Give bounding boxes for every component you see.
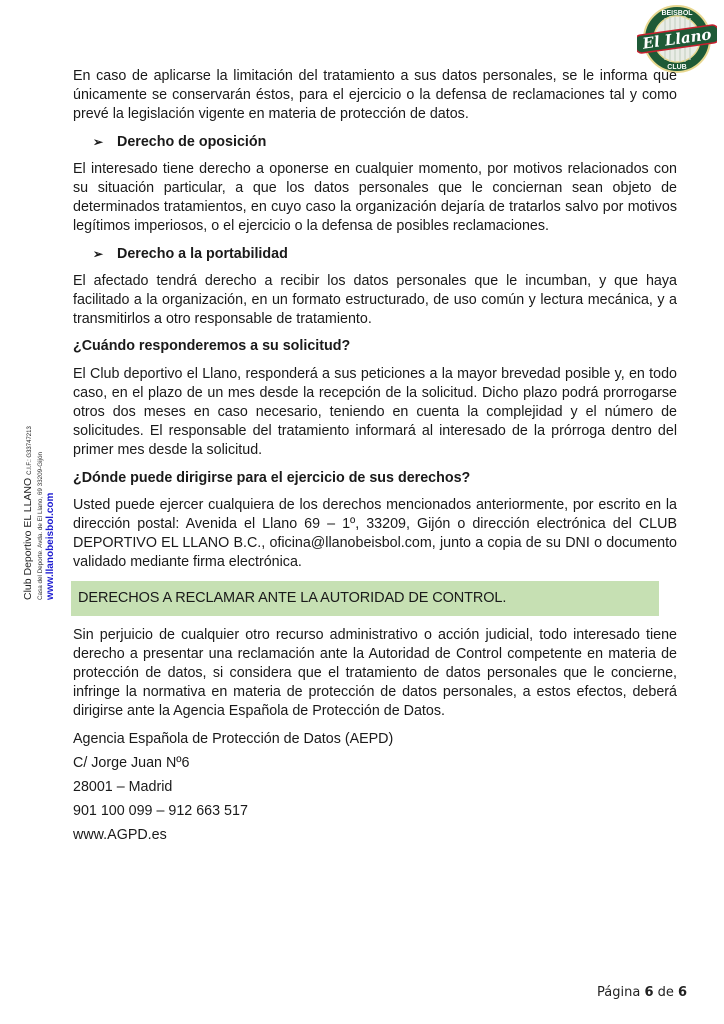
heading-cuando-responderemos: ¿Cuándo responderemos a su solicitud? [73, 338, 351, 355]
logo-top-text: BEISBOL [661, 10, 693, 17]
logo-main-text: El Llano [641, 25, 713, 53]
club-name-line [22, 426, 36, 600]
club-website-link[interactable]: www.llanobeisbol.com [45, 492, 56, 600]
sidebar-club-info [22, 426, 57, 600]
arrow-bullet-icon: ➢ [93, 134, 104, 149]
heading-derecho-portabilidad [73, 245, 677, 264]
section-banner-reclamar [71, 581, 659, 616]
paragraph-oposicion: El interesado tiene derecho a oponerse en cualquier momento, por motivos relacionados con su situación particular, a que los datos personales que le conciernan sean objeto de determinados tratamientos, en cuyo caso la organización dejaría de tratarlos salvo por motivos legítimos imperiosos, o el ejercicio o la defensa de posibles reclamaciones. [73, 160, 677, 235]
paragraph-portabilidad: El afectado tendrá derecho a recibir los datos personales que le incumban, y que haya facilitado a la organización, en un formato estructurado, de uso común y lectura mecánica, y a transmitirlos a otro responsable de tratamiento. [73, 272, 677, 328]
aepd-phones: 901 100 099 – 912 663 517 [73, 802, 248, 819]
logo-bottom-text: CLUB [667, 64, 687, 71]
aepd-name: Agencia Española de Protección de Datos (AEPD) [73, 730, 394, 747]
club-logo [637, 4, 717, 74]
aepd-address-block [73, 730, 677, 845]
page-label: Página [597, 985, 641, 1000]
document-body [73, 67, 677, 850]
heading-derecho-oposicion [73, 133, 677, 152]
heading-text: Derecho de oposición [117, 133, 267, 150]
paragraph-donde: Usted puede ejercer cualquiera de los derechos mencionados anteriormente, por escrito en la dirección postal: Avenida el Llano 69 – 1º, 33209, Gijón o dirección electrónica del CLUB DEPORTIVO EL LLANO B.C., oficina@llanobeisbol.com, junto a copia de su DNI o documento validado mediante firma electrónica. [73, 496, 677, 571]
paragraph-cuando: El Club deportivo el Llano, responderá a sus peticiones a la mayor brevedad posible y, en todo caso, en el plazo de un mes desde la recepción de la solicitud. Dicho plazo podrá prorrogarse otros dos meses en caso necesario, teniendo en cuenta la complejidad y el número de solicitudes. El responsable del tratamiento informará al interesado de la prórroga dentro del primer mes desde la solicitud. [73, 365, 677, 459]
aepd-website-link[interactable]: www.AGPD.es [73, 826, 167, 843]
arrow-bullet-icon: ➢ [93, 246, 104, 261]
page-separator: de [657, 985, 674, 1000]
heading-text: Derecho a la portabilidad [117, 245, 288, 262]
paragraph-limitacion: En caso de aplicarse la limitación del tratamiento a sus datos personales, se le informa que únicamente se conservarán éstos, para el ejercicio o la defensa de reclamaciones tal y como prevé la legislación vigente en materia de protección de datos. [73, 68, 677, 123]
heading-donde-dirigirse: ¿Dónde puede dirigirse para el ejercicio de sus derechos? [73, 469, 471, 486]
club-name: Club Deportivo EL LLANO [22, 477, 34, 600]
aepd-city: 28001 – Madrid [73, 778, 173, 795]
page-current: 6 [644, 985, 654, 1000]
banner-text: DERECHOS A RECLAMAR ANTE LA AUTORIDAD DE CONTROL. [78, 589, 507, 606]
club-cif: C.I.F.: G33747213 [27, 426, 33, 475]
paragraph-reclamar: Sin perjuicio de cualquier otro recurso administrativo o acción judicial, todo interesado tiene derecho a presentar una reclamación ante la Autoridad de Control competente en materia de protección de datos, si considera que el tratamiento de datos personales que le concierne, infringe la normativa en materia de protección de datos personales, a estos efectos, deberá dirigirse ante la Agencia Española de Protección de Datos. [73, 626, 677, 720]
aepd-street: C/ Jorge Juan Nº6 [73, 754, 190, 771]
page-number [597, 985, 687, 1000]
club-address: Casa del Deporte. Avda. de El Llano, 69 33209-Gijón [37, 452, 44, 600]
page-total: 6 [678, 985, 688, 1000]
